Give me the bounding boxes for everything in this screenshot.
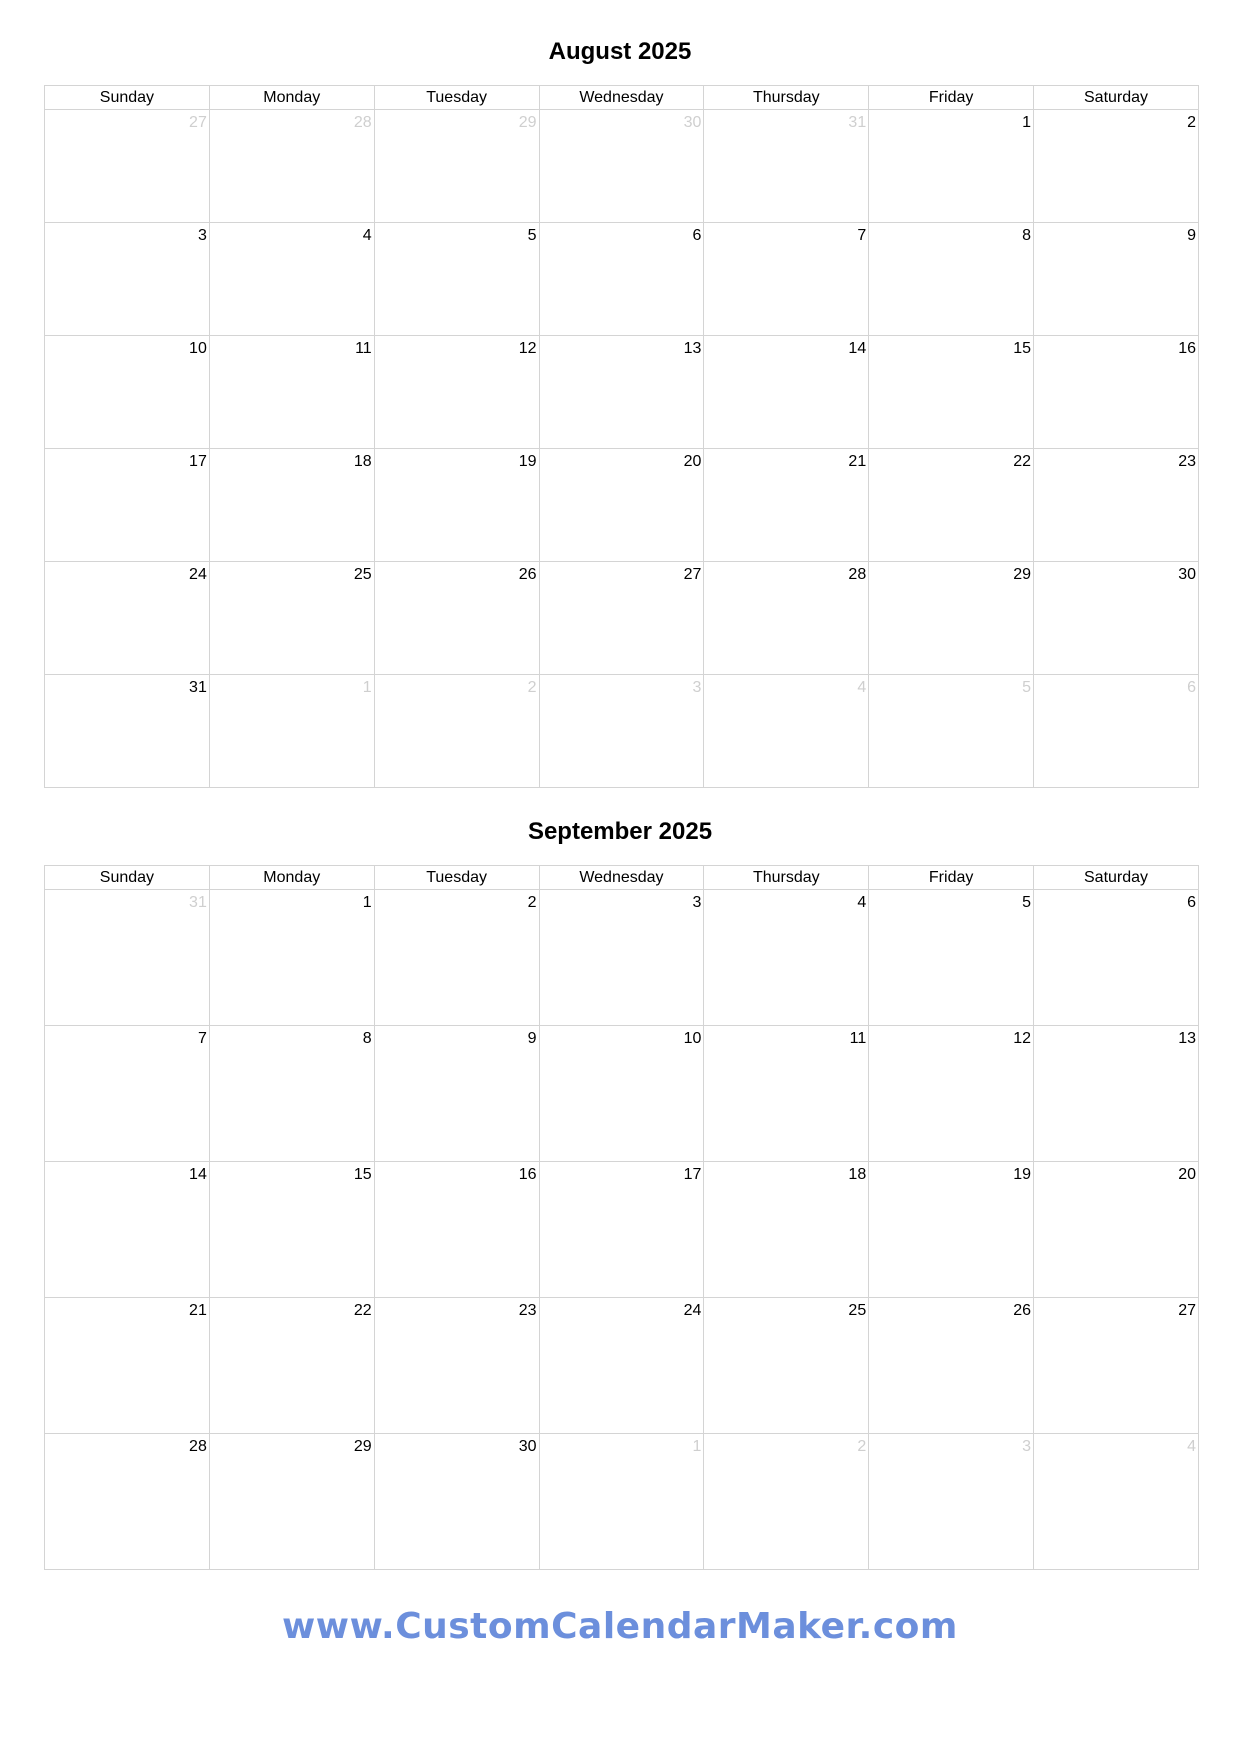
day-cell: [1034, 1298, 1199, 1434]
day-number: 12: [518, 340, 537, 357]
day-cell: [539, 1026, 704, 1162]
weekday-header: Saturday: [1034, 866, 1199, 890]
day-cell: [209, 110, 374, 223]
day-number: 26: [518, 566, 537, 583]
day-cell: [539, 675, 704, 788]
week-row: [45, 890, 1199, 1026]
weekday-header: Tuesday: [374, 866, 539, 890]
day-cell: [1034, 110, 1199, 223]
day-number: 29: [353, 1438, 372, 1455]
day-cell: [704, 1162, 869, 1298]
day-number: 7: [857, 227, 867, 244]
other-month-day-number: 1: [362, 679, 372, 696]
day-number: 4: [857, 894, 867, 911]
day-cell: [539, 1434, 704, 1570]
other-month-day-number: 30: [683, 114, 702, 131]
day-number: 9: [527, 1030, 537, 1047]
day-cell: [869, 223, 1034, 336]
day-number: 18: [848, 1166, 867, 1183]
day-cell: [869, 1434, 1034, 1570]
day-number: 17: [683, 1166, 702, 1183]
day-cell: [45, 890, 210, 1026]
month-title: September 2025: [527, 818, 713, 845]
day-number: 28: [848, 566, 867, 583]
day-number: 25: [353, 566, 372, 583]
day-cell: [1034, 562, 1199, 675]
week-row: [45, 110, 1199, 223]
week-row: [45, 223, 1199, 336]
day-cell: [704, 223, 869, 336]
day-cell: [45, 449, 210, 562]
day-cell: [209, 1298, 374, 1434]
day-cell: [1034, 336, 1199, 449]
day-cell: [539, 449, 704, 562]
day-number: 5: [1022, 894, 1032, 911]
weekday-header: Sunday: [45, 86, 210, 110]
day-cell: [209, 223, 374, 336]
other-month-day-number: 4: [857, 679, 867, 696]
day-number: 24: [189, 566, 207, 583]
day-number: 5: [527, 227, 537, 244]
day-cell: [869, 1162, 1034, 1298]
day-cell: [869, 1298, 1034, 1434]
day-number: 25: [848, 1302, 867, 1319]
day-number: 20: [1178, 1166, 1196, 1183]
weekday-header: Wednesday: [539, 866, 704, 890]
day-cell: [539, 1162, 704, 1298]
day-cell: [45, 1162, 210, 1298]
week-row: [45, 562, 1199, 675]
day-number: 15: [1013, 340, 1032, 357]
day-number: 4: [362, 227, 372, 244]
day-cell: [539, 223, 704, 336]
day-cell: [704, 449, 869, 562]
day-cell: [209, 675, 374, 788]
day-number: 20: [683, 453, 702, 470]
weekday-header: Monday: [209, 86, 374, 110]
day-cell: [539, 110, 704, 223]
day-number: 6: [692, 227, 702, 244]
day-cell: [869, 1026, 1034, 1162]
day-cell: [869, 449, 1034, 562]
day-cell: [1034, 223, 1199, 336]
other-month-day-number: 2: [527, 679, 537, 696]
other-month-day-number: 5: [1022, 679, 1032, 696]
day-number: 22: [1013, 453, 1032, 470]
day-cell: [45, 1026, 210, 1162]
day-cell: [539, 890, 704, 1026]
day-number: 29: [1013, 566, 1032, 583]
day-cell: [704, 110, 869, 223]
day-cell: [1034, 890, 1199, 1026]
day-cell: [374, 562, 539, 675]
day-cell: [374, 110, 539, 223]
day-cell: [1034, 675, 1199, 788]
weekday-header: Friday: [869, 866, 1034, 890]
day-cell: [45, 336, 210, 449]
day-cell: [539, 336, 704, 449]
other-month-day-number: 31: [189, 894, 207, 911]
day-cell: [1034, 1026, 1199, 1162]
day-cell: [869, 890, 1034, 1026]
week-row: [45, 1298, 1199, 1434]
weekday-header: Saturday: [1034, 86, 1199, 110]
day-cell: [704, 1434, 869, 1570]
other-month-day-number: 1: [692, 1438, 702, 1455]
day-number: 27: [683, 566, 702, 583]
day-number: 11: [849, 1030, 867, 1047]
day-number: 31: [189, 679, 207, 696]
day-cell: [869, 336, 1034, 449]
day-cell: [209, 890, 374, 1026]
day-number: 16: [1178, 340, 1196, 357]
week-row: [45, 1162, 1199, 1298]
day-cell: [45, 223, 210, 336]
day-cell: [374, 890, 539, 1026]
day-cell: [869, 675, 1034, 788]
day-cell: [374, 336, 539, 449]
day-number: 1: [1022, 114, 1032, 131]
week-row: [45, 336, 1199, 449]
other-month-day-number: 28: [353, 114, 372, 131]
day-cell: [1034, 449, 1199, 562]
day-cell: [539, 1298, 704, 1434]
day-cell: [374, 1434, 539, 1570]
day-cell: [1034, 1434, 1199, 1570]
day-number: 16: [518, 1166, 537, 1183]
day-number: 13: [683, 340, 702, 357]
day-cell: [209, 562, 374, 675]
day-number: 28: [189, 1438, 207, 1455]
day-cell: [374, 1162, 539, 1298]
other-month-day-number: 2: [857, 1438, 867, 1455]
day-cell: [209, 1162, 374, 1298]
day-number: 14: [189, 1166, 207, 1183]
day-cell: [869, 562, 1034, 675]
weekday-header: Friday: [869, 86, 1034, 110]
day-number: 17: [189, 453, 207, 470]
day-cell: [704, 890, 869, 1026]
other-month-day-number: 3: [692, 679, 702, 696]
day-cell: [45, 110, 210, 223]
day-cell: [209, 336, 374, 449]
day-number: 30: [1178, 566, 1196, 583]
day-number: 23: [518, 1302, 537, 1319]
month-grid: [44, 865, 1199, 1570]
day-cell: [209, 1026, 374, 1162]
day-cell: [209, 449, 374, 562]
weekday-header: Wednesday: [539, 86, 704, 110]
day-number: 11: [355, 340, 372, 357]
day-number: 10: [189, 340, 207, 357]
week-row: [45, 1026, 1199, 1162]
day-cell: [374, 1298, 539, 1434]
day-number: 13: [1178, 1030, 1196, 1047]
day-number: 22: [353, 1302, 372, 1319]
day-number: 7: [197, 1030, 207, 1047]
day-number: 10: [683, 1030, 702, 1047]
day-cell: [374, 223, 539, 336]
day-cell: [209, 1434, 374, 1570]
day-cell: [45, 1434, 210, 1570]
day-number: 14: [848, 340, 867, 357]
day-number: 27: [1178, 1302, 1196, 1319]
day-cell: [45, 562, 210, 675]
other-month-day-number: 31: [848, 114, 867, 131]
month-title: August 2025: [548, 38, 692, 65]
day-cell: [539, 562, 704, 675]
day-number: 12: [1013, 1030, 1032, 1047]
day-cell: [374, 449, 539, 562]
day-cell: [704, 562, 869, 675]
day-number: 21: [848, 453, 867, 470]
day-cell: [374, 675, 539, 788]
week-row: [45, 449, 1199, 562]
day-number: 21: [189, 1302, 207, 1319]
other-month-day-number: 4: [1187, 1438, 1196, 1455]
day-cell: [45, 675, 210, 788]
weekday-header: Tuesday: [374, 86, 539, 110]
day-cell: [704, 1026, 869, 1162]
site-logo[interactable]: www.CustomCalendarMaker.com: [282, 1606, 958, 1647]
day-cell: [1034, 1162, 1199, 1298]
weekday-header-row: [45, 86, 1199, 110]
day-cell: [374, 1026, 539, 1162]
day-number: 23: [1178, 453, 1196, 470]
day-number: 2: [527, 894, 537, 911]
day-number: 18: [353, 453, 372, 470]
other-month-day-number: 27: [189, 114, 207, 131]
day-number: 2: [1187, 114, 1196, 131]
weekday-header: Thursday: [704, 866, 869, 890]
day-number: 19: [518, 453, 537, 470]
weekday-header: Sunday: [45, 866, 210, 890]
month-grid: [44, 85, 1199, 788]
other-month-day-number: 3: [1022, 1438, 1032, 1455]
day-cell: [704, 675, 869, 788]
day-number: 19: [1013, 1166, 1032, 1183]
weekday-header: Thursday: [704, 86, 869, 110]
week-row: [45, 1434, 1199, 1570]
day-number: 6: [1187, 894, 1196, 911]
day-number: 8: [362, 1030, 372, 1047]
day-number: 9: [1187, 227, 1196, 244]
day-number: 26: [1013, 1302, 1032, 1319]
day-number: 1: [362, 894, 372, 911]
day-cell: [704, 336, 869, 449]
day-number: 3: [197, 227, 207, 244]
day-cell: [45, 1298, 210, 1434]
other-month-day-number: 29: [518, 114, 537, 131]
day-number: 30: [518, 1438, 537, 1455]
day-cell: [869, 110, 1034, 223]
day-number: 8: [1022, 227, 1032, 244]
day-cell: [704, 1298, 869, 1434]
week-row: [45, 675, 1199, 788]
other-month-day-number: 6: [1187, 679, 1196, 696]
day-number: 15: [353, 1166, 372, 1183]
weekday-header: Monday: [209, 866, 374, 890]
weekday-header-row: [45, 866, 1199, 890]
day-number: 3: [692, 894, 702, 911]
day-number: 24: [683, 1302, 702, 1319]
